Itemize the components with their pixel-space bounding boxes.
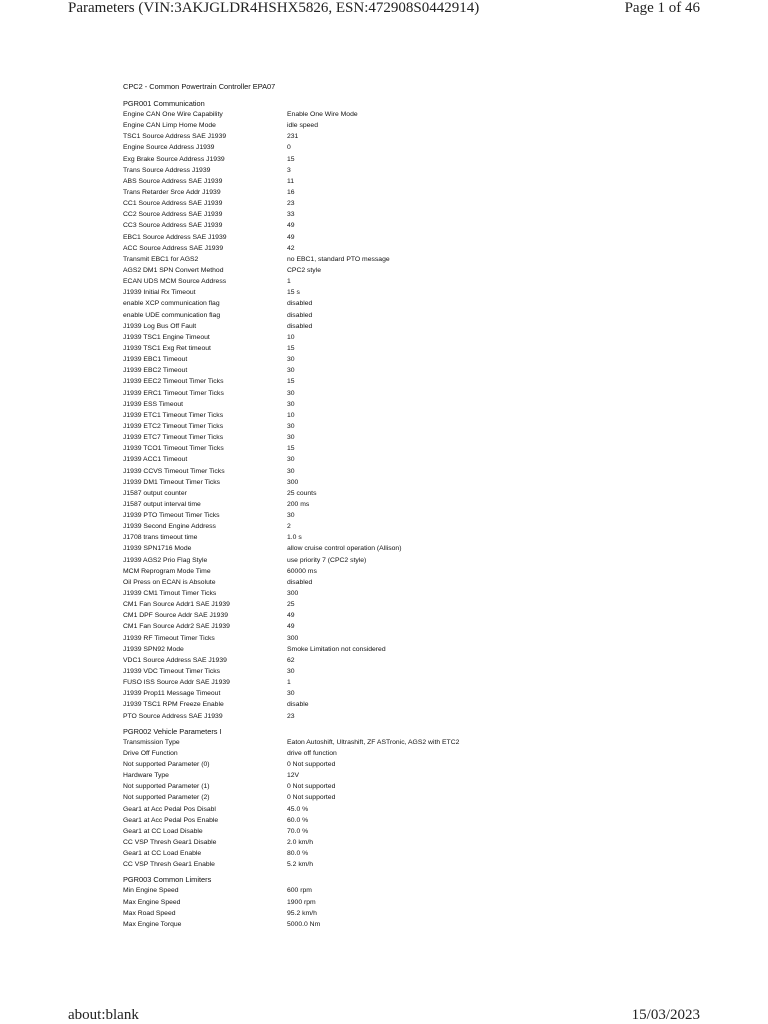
parameter-value: disabled [287,311,313,319]
parameter-value: 0 Not supported [287,794,336,802]
parameter-row [123,610,543,621]
parameter-value: CPC2 style [287,266,321,274]
parameter-value: disabled [287,322,313,330]
parameter-name: J1939 EBC1 Timeout [123,356,188,364]
parameter-row [123,633,543,644]
parameter-row [123,154,543,165]
parameter-value: 200 ms [287,500,310,508]
parameter-name: J1939 RF Timeout Timer Ticks [123,634,215,642]
parameter-value: 10 [287,333,295,341]
parameter-name: J1939 EEC2 Timeout Timer Ticks [123,378,224,386]
parameter-row [123,209,543,220]
parameter-section [123,874,543,930]
parameter-name: Not supported Parameter (1) [123,783,210,791]
parameter-name: TSC1 Source Address SAE J1939 [123,133,227,141]
parameter-value: 10 [287,411,295,419]
parameter-name: J1939 Log Bus Off Fault [123,322,197,330]
parameter-name: Not supported Parameter (0) [123,761,210,769]
parameter-name: Max Engine Speed [123,898,181,906]
parameter-name: EBC1 Source Address SAE J1939 [123,233,227,241]
parameter-value: 30 [287,668,295,676]
parameter-row [123,759,543,770]
parameter-name: Hardware Type [123,772,169,780]
parameter-name: enable XCP communication flag [123,300,220,308]
parameter-value: 300 [287,634,299,642]
parameter-row [123,908,543,919]
parameter-row [123,555,543,566]
section-title: PGR002 Vehicle Parameters I [123,726,222,736]
parameter-value: no EBC1, standard PTO message [287,255,390,263]
parameter-value: 12V [287,772,300,780]
parameter-row [123,588,543,599]
parameter-row [123,621,543,632]
parameter-name: J1939 DM1 Timeout Timer Ticks [123,478,221,486]
parameter-row [123,644,543,655]
parameter-value: 1 [287,278,291,286]
parameter-name: J1708 trans timeout time [123,534,198,542]
parameter-name: J1939 SPN1716 Mode [123,545,192,553]
parameter-row [123,432,543,443]
parameter-value: 15 s [287,289,300,297]
parameter-name: Gear1 at Acc Pedal Pos Enable [123,816,219,824]
parameter-name: Transmission Type [123,738,180,746]
parameter-value: 11 [287,177,295,185]
parameter-value: Smoke Limitation not considered [287,645,386,653]
parameter-row [123,165,543,176]
parameter-row [123,737,543,748]
parameter-row [123,655,543,666]
parameter-value: Eaton Autoshift, Ultrashift, ZF ASTronic, AGS2 with ETC2 [287,738,460,746]
parameter-row [123,321,543,332]
parameter-value: 33 [287,211,295,219]
print-header-title: Parameters (VIN:3AKJGLDR4HSHX5826, ESN:472908S0442914) [68,0,480,16]
parameter-row [123,243,543,254]
parameter-value: 49 [287,612,295,620]
parameter-value: 16 [287,188,295,196]
parameter-name: J1939 VDC Timeout Timer Ticks [123,668,221,676]
parameter-row [123,220,543,231]
parameter-value: 49 [287,233,295,241]
parameter-value: allow cruise control operation (Allison) [287,545,402,553]
parameter-value: 30 [287,400,295,408]
parameter-value: 95.2 km/h [287,909,317,917]
parameter-value: use priority 7 (CPC2 style) [287,556,367,564]
parameter-row [123,388,543,399]
section-title: PGR001 Communication [123,99,205,108]
parameter-row [123,443,543,454]
parameter-value: 49 [287,623,295,631]
parameter-value: 600 rpm [287,887,312,895]
parameter-row [123,521,543,532]
parameter-row [123,748,543,759]
parameter-name: J1939 TSC1 Engine Timeout [123,333,210,341]
parameter-value: 25 counts [287,489,317,497]
parameter-value: 49 [287,222,295,230]
parameter-name: J1939 TSC1 RPM Freeze Enable [123,701,224,709]
parameter-row [123,826,543,837]
parameter-value: Enable One Wire Mode [287,111,358,118]
parameter-value: 30 [287,434,295,442]
parameter-name: Max Engine Torque [123,920,182,928]
parameter-value: 15 [287,155,295,163]
parameter-row [123,848,543,859]
parameter-row [123,332,543,343]
parameter-value: drive off function [287,749,337,757]
parameter-name: Engine CAN Limp Home Mode [123,122,216,130]
parameter-value: 30 [287,422,295,430]
parameter-row [123,488,543,499]
parameter-name: J1939 ETC7 Timeout Timer Ticks [123,434,224,442]
parameter-value: 30 [287,467,295,475]
document-title: CPC2 - Common Powertrain Controller EPA07 [123,82,276,91]
parameter-value: 231 [287,133,299,141]
parameter-name: J1939 CCVS Timeout Timer Ticks [123,467,225,475]
parameter-row [123,543,543,554]
parameter-section [123,98,543,722]
print-footer-url: about:blank [68,1007,139,1023]
parameter-row [123,688,543,699]
parameter-name: Oil Press on ECAN is Absolute [123,578,216,586]
parameter-value: 300 [287,478,299,486]
parameter-row [123,176,543,187]
parameter-name: ACC Source Address SAE J1939 [123,244,224,252]
parameter-name: PTO Source Address SAE J1939 [123,712,223,720]
parameter-row [123,804,543,815]
print-footer-date: 15/03/2023 [631,1007,700,1023]
parameter-value: 23 [287,712,295,720]
parameter-row [123,532,543,543]
parameter-name: J1939 Second Engine Address [123,523,216,531]
parameter-name: CM1 Fan Source Addr1 SAE J1939 [123,601,230,609]
parameter-row [123,287,543,298]
parameter-name: Trans Source Address J1939 [123,166,211,174]
parameter-name: Max Road Speed [123,909,176,917]
parameter-value: 2.0 km/h [287,839,314,846]
parameter-row [123,365,543,376]
parameter-name: J1939 Prop11 Message Timeout [123,690,221,698]
parameter-row [123,699,543,710]
parameter-row [123,310,543,321]
parameter-row [123,232,543,243]
parameter-row [123,399,543,410]
parameter-name: J1587 output counter [123,489,187,497]
parameter-value: 42 [287,244,295,252]
parameter-row [123,477,543,488]
parameter-row [123,131,543,142]
parameter-value: 1900 rpm [287,898,316,906]
parameter-row [123,859,543,870]
parameter-name: Gear1 at CC Load Enable [123,850,202,858]
parameter-name: enable UDE communication flag [123,311,221,319]
parameter-row [123,815,543,826]
parameter-value: disabled [287,300,313,308]
parameter-value: 30 [287,367,295,375]
parameter-row [123,254,543,265]
parameter-name: Gear1 at CC Load Disable [123,827,203,835]
parameter-name: FUSO ISS Source Addr SAE J1939 [123,679,230,687]
parameter-value: 30 [287,512,295,520]
parameter-name: J1939 EBC2 Timeout [123,367,188,375]
parameter-name: CC2 Source Address SAE J1939 [123,211,223,219]
parameter-name: Min Engine Speed [123,887,179,895]
parameter-name: CM1 Fan Source Addr2 SAE J1939 [123,623,230,631]
parameter-name: J1587 output interval time [123,500,201,508]
parameter-row [123,265,543,276]
parameter-row [123,837,543,848]
parameter-name: J1939 ERC1 Timeout Timer Ticks [123,389,224,397]
parameter-name: CC1 Source Address SAE J1939 [123,200,223,208]
parameter-row [123,343,543,354]
parameter-sections [123,98,543,930]
parameter-row [123,599,543,610]
parameter-section [123,726,543,871]
parameter-name: AGS2 DM1 SPN Convert Method [123,266,224,274]
parameter-name: J1939 ETC2 Timeout Timer Ticks [123,422,224,430]
parameter-name: J1939 AGS2 Prio Flag Style [123,556,208,564]
parameter-name: J1939 CM1 Timout Timer Ticks [123,590,217,598]
parameter-row [123,410,543,421]
parameter-document [123,81,543,934]
parameter-value: 25 [287,601,295,609]
parameter-value: 2 [287,523,291,531]
parameter-row [123,577,543,588]
parameter-value: 15 [287,344,295,352]
parameter-name: J1939 Initial Rx Timeout [123,289,196,297]
parameter-value: 60000 ms [287,567,317,575]
parameter-value: disabled [287,578,313,586]
parameter-row [123,454,543,465]
parameter-row [123,792,543,803]
parameter-value: 15 [287,445,295,453]
parameter-row [123,421,543,432]
parameter-row [123,276,543,287]
parameter-value: 60.0 % [287,816,309,824]
parameter-row [123,566,543,577]
parameter-row [123,885,543,896]
parameter-name: Engine Source Address J1939 [123,144,215,152]
parameter-row [123,919,543,930]
parameter-value: 30 [287,389,295,397]
parameter-name: Exg Brake Source Address J1939 [123,155,225,163]
parameter-row [123,466,543,477]
parameter-value: idle speed [287,122,318,130]
parameter-name: ABS Source Address SAE J1939 [123,177,223,185]
parameter-value: 0 Not supported [287,783,336,791]
parameter-row [123,770,543,781]
parameter-name: Trans Retarder Srce Addr J1939 [123,188,221,196]
parameter-value: 5000.0 Nm [287,920,321,928]
parameter-name: Transmit EBC1 for AGS2 [123,255,199,263]
parameter-row [123,120,543,131]
parameter-row [123,510,543,521]
parameter-row [123,677,543,688]
parameter-row [123,109,543,120]
parameter-row [123,142,543,153]
parameter-name: Engine CAN One Wire Capability [123,111,223,118]
parameter-name: J1939 TSC1 Exg Ret timeout [123,344,211,352]
parameter-value: 0 [287,144,291,152]
parameter-name: J1939 ESS Timeout [123,400,184,408]
parameter-name: CM1 DPF Source Addr SAE J1939 [123,612,229,620]
parameter-name: J1939 ACC1 Timeout [123,456,188,464]
parameter-name: MCM Reprogram Mode Time [123,567,211,575]
parameter-value: 15 [287,378,295,386]
parameter-name: VDC1 Source Address SAE J1939 [123,656,227,664]
parameter-name: ECAN UDS MCM Source Address [123,278,227,286]
parameter-row [123,298,543,309]
parameter-value: 1 [287,679,291,687]
parameter-value: 300 [287,590,299,598]
section-title: PGR003 Common Limiters [123,875,212,885]
parameter-name: J1939 ETC1 Timeout Timer Ticks [123,411,224,419]
parameter-value: 3 [287,166,291,174]
parameter-row [123,666,543,677]
parameter-name: Gear1 at Acc Pedal Pos Disabl [123,805,216,813]
parameter-value: 5.2 km/h [287,861,314,869]
parameter-name: J1939 PTO Timeout Timer Ticks [123,512,220,520]
parameter-name: J1939 TCO1 Timeout Timer Ticks [123,445,224,453]
parameter-name: Drive Off Function [123,749,178,757]
parameter-name: CC VSP Thresh Gear1 Disable [123,839,217,846]
parameter-row [123,499,543,510]
parameter-name: J1939 SPN92 Mode [123,645,184,653]
parameter-name: CC3 Source Address SAE J1939 [123,222,223,230]
parameter-value: 30 [287,356,295,364]
parameter-value: 0 Not supported [287,761,336,769]
parameter-value: 1.0 s [287,534,302,542]
parameter-name: CC VSP Thresh Gear1 Enable [123,861,215,869]
parameter-row [123,897,543,908]
parameter-name: Not supported Parameter (2) [123,794,210,802]
parameter-value: 62 [287,656,295,664]
parameter-value: disable [287,701,309,709]
parameter-row [123,187,543,198]
parameter-value: 30 [287,690,295,698]
parameter-value: 80.0 % [287,850,309,858]
parameter-row [123,354,543,365]
parameter-value: 70.0 % [287,827,309,835]
parameter-row [123,376,543,387]
parameter-row [123,711,543,722]
parameter-value: 23 [287,200,295,208]
parameter-row [123,781,543,792]
parameter-value: 45.0 % [287,805,309,813]
parameter-row [123,198,543,209]
print-header-page-number: Page 1 of 46 [624,0,700,16]
parameter-value: 30 [287,456,295,464]
